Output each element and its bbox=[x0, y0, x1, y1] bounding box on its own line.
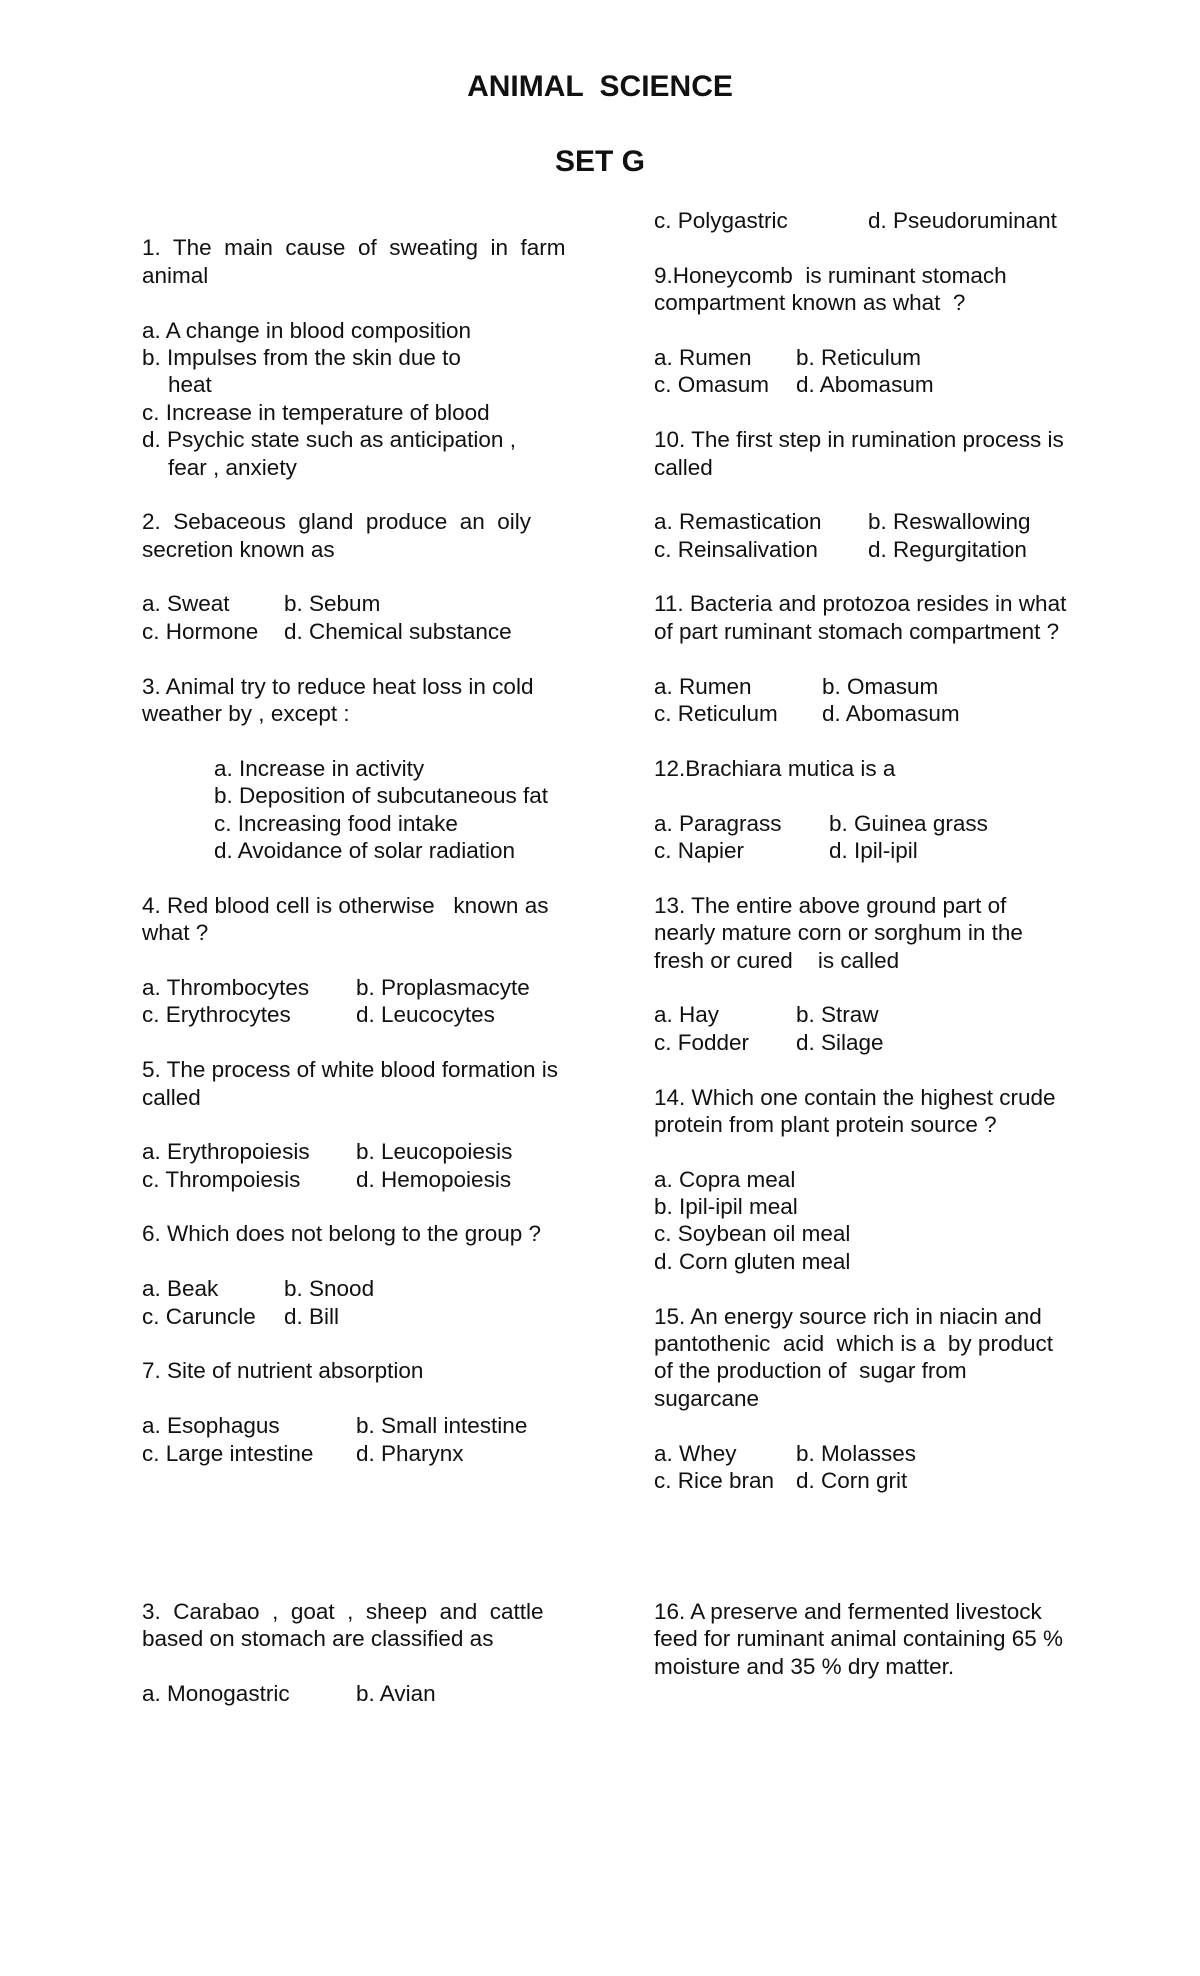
question-11 bbox=[654, 590, 1099, 727]
question-8 bbox=[142, 1598, 587, 1708]
question-16-stem-line-2: feed for ruminant animal containing 65 % bbox=[654, 1626, 1063, 1652]
question-13-option-c: c. Fodder bbox=[654, 1029, 750, 1055]
question-2-option-d: d. Chemical substance bbox=[284, 618, 512, 644]
question-10-stem-line-2: called bbox=[654, 454, 713, 480]
question-5-option-b: b. Leucopoiesis bbox=[356, 1139, 513, 1165]
left-bottom-block bbox=[142, 1598, 587, 1708]
question-13-option-d: d. Silage bbox=[796, 1029, 884, 1055]
question-5-stem-line-1: 5. The process of white blood formation is bbox=[142, 1057, 559, 1083]
question-10-option-c: c. Reinsalivation bbox=[654, 536, 818, 562]
question-11-option-d: d. Abomasum bbox=[822, 701, 960, 727]
question-2-option-b: b. Sebum bbox=[284, 591, 381, 617]
question-2-stem-line-2: secretion known as bbox=[142, 536, 335, 562]
question-8-option-a: a. Monogastric bbox=[142, 1681, 290, 1707]
question-15 bbox=[654, 1303, 1099, 1495]
question-16-stem-line-3: moisture and 35 % dry matter. bbox=[654, 1653, 955, 1679]
question-15-option-d: d. Corn grit bbox=[796, 1467, 908, 1493]
question-10-option-b: b. Reswallowing bbox=[868, 509, 1031, 535]
question-8-option-b: b. Avian bbox=[356, 1681, 436, 1707]
question-9-stem-line-1: 9.Honeycomb is ruminant stomach bbox=[654, 262, 1007, 288]
question-14-stem-line-1: 14. Which one contain the highest crude bbox=[654, 1084, 1056, 1110]
question-11-stem-line-2: of part ruminant stomach compartment ? bbox=[654, 618, 1060, 644]
question-11-option-b: b. Omasum bbox=[822, 673, 939, 699]
question-7 bbox=[142, 1357, 587, 1467]
question-12 bbox=[654, 755, 1099, 865]
right-column bbox=[654, 207, 1099, 1494]
question-7-stem: 7. Site of nutrient absorption bbox=[142, 1358, 424, 1384]
question-6 bbox=[142, 1220, 587, 1330]
question-6-stem: 6. Which does not belong to the group ? bbox=[142, 1221, 542, 1247]
question-3 bbox=[142, 673, 587, 865]
question-4-option-b: b. Proplasmacyte bbox=[356, 974, 530, 1000]
question-6-option-d: d. Bill bbox=[284, 1303, 340, 1329]
question-13 bbox=[654, 892, 1099, 1056]
question-13-stem-line-3: fresh or cured is called bbox=[654, 947, 900, 973]
question-15-option-a: a. Whey bbox=[654, 1440, 737, 1466]
question-3-option-a: a. Increase in activity bbox=[214, 755, 425, 781]
question-12-option-b: b. Guinea grass bbox=[829, 810, 988, 836]
question-1-stem-line-1: 1. The main cause of sweating in farm bbox=[142, 235, 566, 261]
question-3-option-b: b. Deposition of subcutaneous fat bbox=[214, 783, 548, 809]
set-label: SET G bbox=[554, 145, 645, 178]
question-10-stem-line-1: 10. The first step in rumination process is bbox=[654, 427, 1064, 453]
question-5-option-d: d. Hemopoiesis bbox=[356, 1166, 512, 1192]
question-14-option-a: a. Copra meal bbox=[654, 1166, 796, 1192]
question-14-option-c: c. Soybean oil meal bbox=[654, 1221, 851, 1247]
question-3-option-c: c. Increasing food intake bbox=[214, 810, 458, 836]
question-9-option-a: a. Rumen bbox=[654, 344, 752, 370]
question-4-option-a: a. Thrombocytes bbox=[142, 974, 310, 1000]
question-5 bbox=[142, 1056, 587, 1193]
question-15-stem-line-1: 15. An energy source rich in niacin and bbox=[654, 1303, 1042, 1329]
question-8-stem-line-1: 3. Carabao , goat , sheep and cattle bbox=[142, 1599, 544, 1624]
question-5-option-a: a. Erythropoiesis bbox=[142, 1139, 310, 1165]
question-7-option-b: b. Small intestine bbox=[356, 1413, 528, 1439]
question-15-stem-line-4: sugarcane bbox=[654, 1385, 760, 1411]
question-5-stem-line-2: called bbox=[142, 1084, 201, 1110]
question-13-option-b: b. Straw bbox=[796, 1002, 879, 1028]
question-7-option-d: d. Pharynx bbox=[356, 1440, 464, 1466]
question-1-option-d: d. Psychic state such as anticipation , bbox=[142, 427, 516, 453]
question-15-option-c: c. Rice bran bbox=[654, 1467, 775, 1493]
question-12-option-a: a. Paragrass bbox=[654, 810, 782, 836]
question-14-option-d: d. Corn gluten meal bbox=[654, 1248, 851, 1274]
question-3-option-d: d. Avoidance of solar radiation bbox=[214, 837, 516, 863]
question-12-option-d: d. Ipil-ipil bbox=[829, 837, 918, 863]
question-6-option-a: a. Beak bbox=[142, 1276, 219, 1302]
question-15-stem-line-2: pantothenic acid which is a by product bbox=[654, 1331, 1053, 1357]
question-12-option-c: c. Napier bbox=[654, 837, 745, 863]
question-14-stem-line-2: protein from plant protein source ? bbox=[654, 1111, 997, 1137]
question-1-option-b: b. Impulses from the skin due to bbox=[142, 344, 461, 370]
question-6-option-c: c. Caruncle bbox=[142, 1303, 256, 1329]
question-10-option-d: d. Regurgitation bbox=[868, 536, 1027, 562]
question-9-option-b: b. Reticulum bbox=[796, 344, 922, 370]
question-1-option-a: a. A change in blood composition bbox=[142, 317, 471, 343]
question-3-stem-line-1: 3. Animal try to reduce heat loss in cold bbox=[142, 673, 534, 699]
question-5-option-c: c. Thrompoiesis bbox=[142, 1166, 301, 1192]
question-4-option-c: c. Erythrocytes bbox=[142, 1002, 291, 1028]
question-8-stem-line-2: based on stomach are classified as bbox=[142, 1626, 494, 1652]
question-2-option-c: c. Hormone bbox=[142, 618, 259, 644]
question-13-option-a: a. Hay bbox=[654, 1002, 720, 1028]
question-9-option-c: c. Omasum bbox=[654, 372, 770, 398]
question-11-option-c: c. Reticulum bbox=[654, 701, 778, 727]
question-1-option-d-cont: fear , anxiety bbox=[168, 454, 297, 480]
page-title: ANIMAL SCIENCE bbox=[467, 70, 733, 103]
left-column bbox=[142, 207, 587, 1467]
question-2-stem-line-1: 2. Sebaceous gland produce an oily bbox=[142, 509, 532, 535]
question-2-option-a: a. Sweat bbox=[142, 591, 230, 617]
question-4-stem-line-1: 4. Red blood cell is otherwise known as bbox=[142, 892, 549, 918]
question-6-option-b: b. Snood bbox=[284, 1276, 375, 1302]
question-7-option-a: a. Esophagus bbox=[142, 1413, 280, 1439]
question-1-option-b-cont: heat bbox=[168, 372, 212, 398]
question-16-stem-line-1: 16. A preserve and fermented livestock bbox=[654, 1599, 1042, 1624]
question-14-option-b: b. Ipil-ipil meal bbox=[654, 1194, 798, 1220]
question-9-stem-line-2: compartment known as what ? bbox=[654, 290, 966, 316]
question-15-stem-line-3: of the production of sugar from bbox=[654, 1358, 967, 1384]
question-15-option-b: b. Molasses bbox=[796, 1440, 917, 1466]
question-16 bbox=[654, 1598, 1099, 1680]
question-2 bbox=[142, 508, 587, 645]
question-12-stem: 12.Brachiara mutica is a bbox=[654, 755, 896, 781]
question-10-option-a: a. Remastication bbox=[654, 509, 822, 535]
question-11-stem-line-1: 11. Bacteria and protozoa resides in what bbox=[654, 591, 1067, 617]
question-1-option-c: c. Increase in temperature of blood bbox=[142, 399, 490, 425]
question-9 bbox=[654, 262, 1099, 399]
question-4-option-d: d. Leucocytes bbox=[356, 1002, 495, 1028]
question-13-stem-line-2: nearly mature corn or sorghum in the bbox=[654, 920, 1023, 946]
question-8-option-c: c. Polygastric bbox=[654, 208, 788, 233]
right-bottom-block bbox=[654, 1598, 1099, 1680]
question-11-option-a: a. Rumen bbox=[654, 673, 752, 699]
question-1 bbox=[142, 234, 587, 481]
question-4-stem-line-2: what ? bbox=[142, 920, 209, 946]
question-13-stem-line-1: 13. The entire above ground part of bbox=[654, 892, 1007, 918]
question-9-option-d: d. Abomasum bbox=[796, 372, 934, 398]
question-8-option-d: d. Pseudoruminant bbox=[868, 208, 1057, 233]
question-10 bbox=[654, 426, 1099, 563]
question-3-stem-line-2: weather by , except : bbox=[142, 701, 350, 727]
question-7-option-c: c. Large intestine bbox=[142, 1440, 314, 1466]
question-14 bbox=[654, 1084, 1099, 1276]
question-4 bbox=[142, 892, 587, 1029]
question-1-stem-line-2: animal bbox=[142, 262, 209, 288]
